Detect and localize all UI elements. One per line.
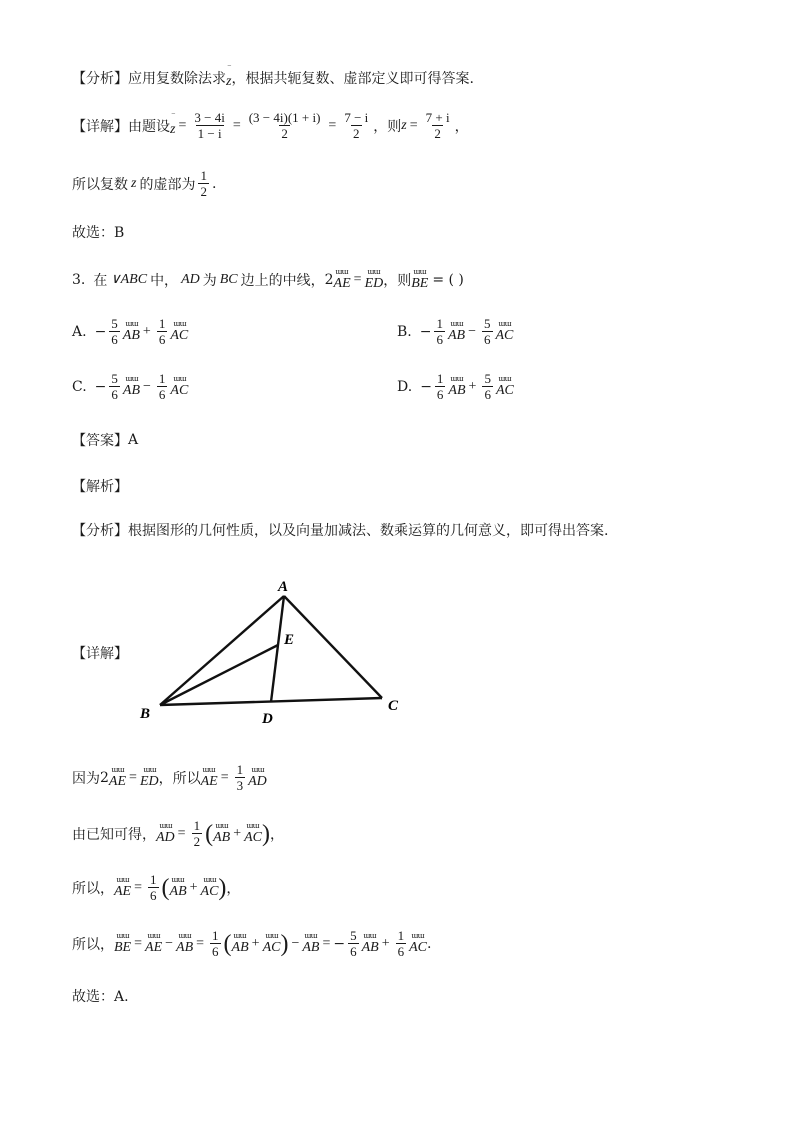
detail-line-1: 【详解】 由题设 ‾ z = $\frac{3 - 4i}{1 - i}$ = $\frac{(3 - 4i)(1 + i)}{2}$ = $\frac{7 - i}{2}$ ，则 z = $\frac{7 + i}{2}$ ，	[72, 110, 469, 141]
vec-ed: ɯɯ ED	[364, 267, 384, 291]
answer-line: 【答案】 A	[72, 432, 139, 449]
question-3: 3. 在 ∨ABC 中， AD 为 BC 边上的中线， 2 ɯɯ AE = ɯɯ ED ，则 ɯɯ BE = ( )	[72, 267, 464, 291]
option-b: B. − $\frac{1}{6}$ ɯɯ AB − $\frac{5}{6}$ ɯɯ AC	[397, 316, 514, 347]
vec-be: ɯɯ BE	[411, 267, 429, 291]
step-4: 所以， ɯɯ BE = ɯɯ AE − ɯɯ AB = $\frac{1}{6}$ ( ɯɯ AB + ɯɯ AC ) − ɯɯ AB = − $\frac{5}{6}$ ɯɯ AB + $\frac{1}{6}$ ɯɯ AC .	[72, 928, 432, 959]
label-e: E	[284, 632, 295, 648]
fraction-2: $\frac{(3 - 4i)(1 + i)}{2}$	[248, 110, 321, 141]
label-b: B	[140, 706, 151, 722]
option-d: D. − $\frac{1}{6}$ ɯɯ AB + $\frac{5}{6}$ ɯɯ AC	[397, 371, 514, 402]
label-c: C	[388, 698, 399, 714]
choice-b: 故选：B	[72, 225, 125, 241]
label-d: D	[262, 711, 273, 727]
option-a: A. − $\frac{5}{6}$ ɯɯ AB + $\frac{1}{6}$ ɯɯ AC	[72, 316, 189, 347]
fraction-3: $\frac{7 - i}{2}$	[344, 110, 369, 141]
analysis-line-1	[72, 66, 474, 89]
step-2: 由已知可得， ɯɯ AD = $\frac{1}{2}$ ( ɯɯ AB + ɯɯ AC ) ，	[72, 818, 284, 849]
conjugate-z-2: ‾ z	[170, 113, 176, 137]
fraction-half: $\frac{1}{2}$	[200, 168, 207, 199]
option-c: C. − $\frac{5}{6}$ ɯɯ AB − $\frac{1}{6}$ ɯɯ AC	[72, 371, 189, 402]
detail-pre: 由题设	[128, 118, 170, 135]
triangle-figure	[136, 572, 426, 732]
step-3: 所以， ɯɯ AE = $\frac{1}{6}$ ( ɯɯ AB + ɯɯ AC ) ，	[72, 872, 241, 903]
detail-tag: 【详解】	[72, 118, 128, 135]
side-ac	[284, 596, 382, 698]
analysis-text: 应用复数除法求	[128, 70, 226, 87]
step-1: 因为 2 ɯɯ AE = ɯɯ ED ，所以 ɯɯ AE = $\frac{1}{3}$ ɯɯ AD	[72, 762, 267, 793]
median-ad	[271, 596, 284, 702]
analysis-tag: 【分析】	[72, 70, 128, 87]
conjugate-z: ‾ z	[226, 65, 232, 89]
detail-tag-2: 【详解】	[72, 646, 128, 662]
conclusion-line: 所以复数 z 的虚部为 $\frac{1}{2}$ .	[72, 168, 217, 199]
label-a: A	[278, 579, 289, 595]
fraction-1: $\frac{3 - 4i}{1 - i}$	[194, 110, 225, 141]
explain-tag: 【解析】	[72, 479, 128, 495]
vec-ae: ɯɯ AE	[333, 267, 351, 291]
analysis-tail: ，根据共轭复数、虚部定义即可得答案.	[231, 70, 474, 87]
choice-a: 故选：A.	[72, 989, 129, 1005]
analysis-line-2: 【分析】 根据图形的几何性质，以及向量加减法、数乘运算的几何意义，即可得出答案.	[72, 523, 609, 539]
fraction-4: $\frac{7 + i}{2}$	[425, 110, 450, 141]
